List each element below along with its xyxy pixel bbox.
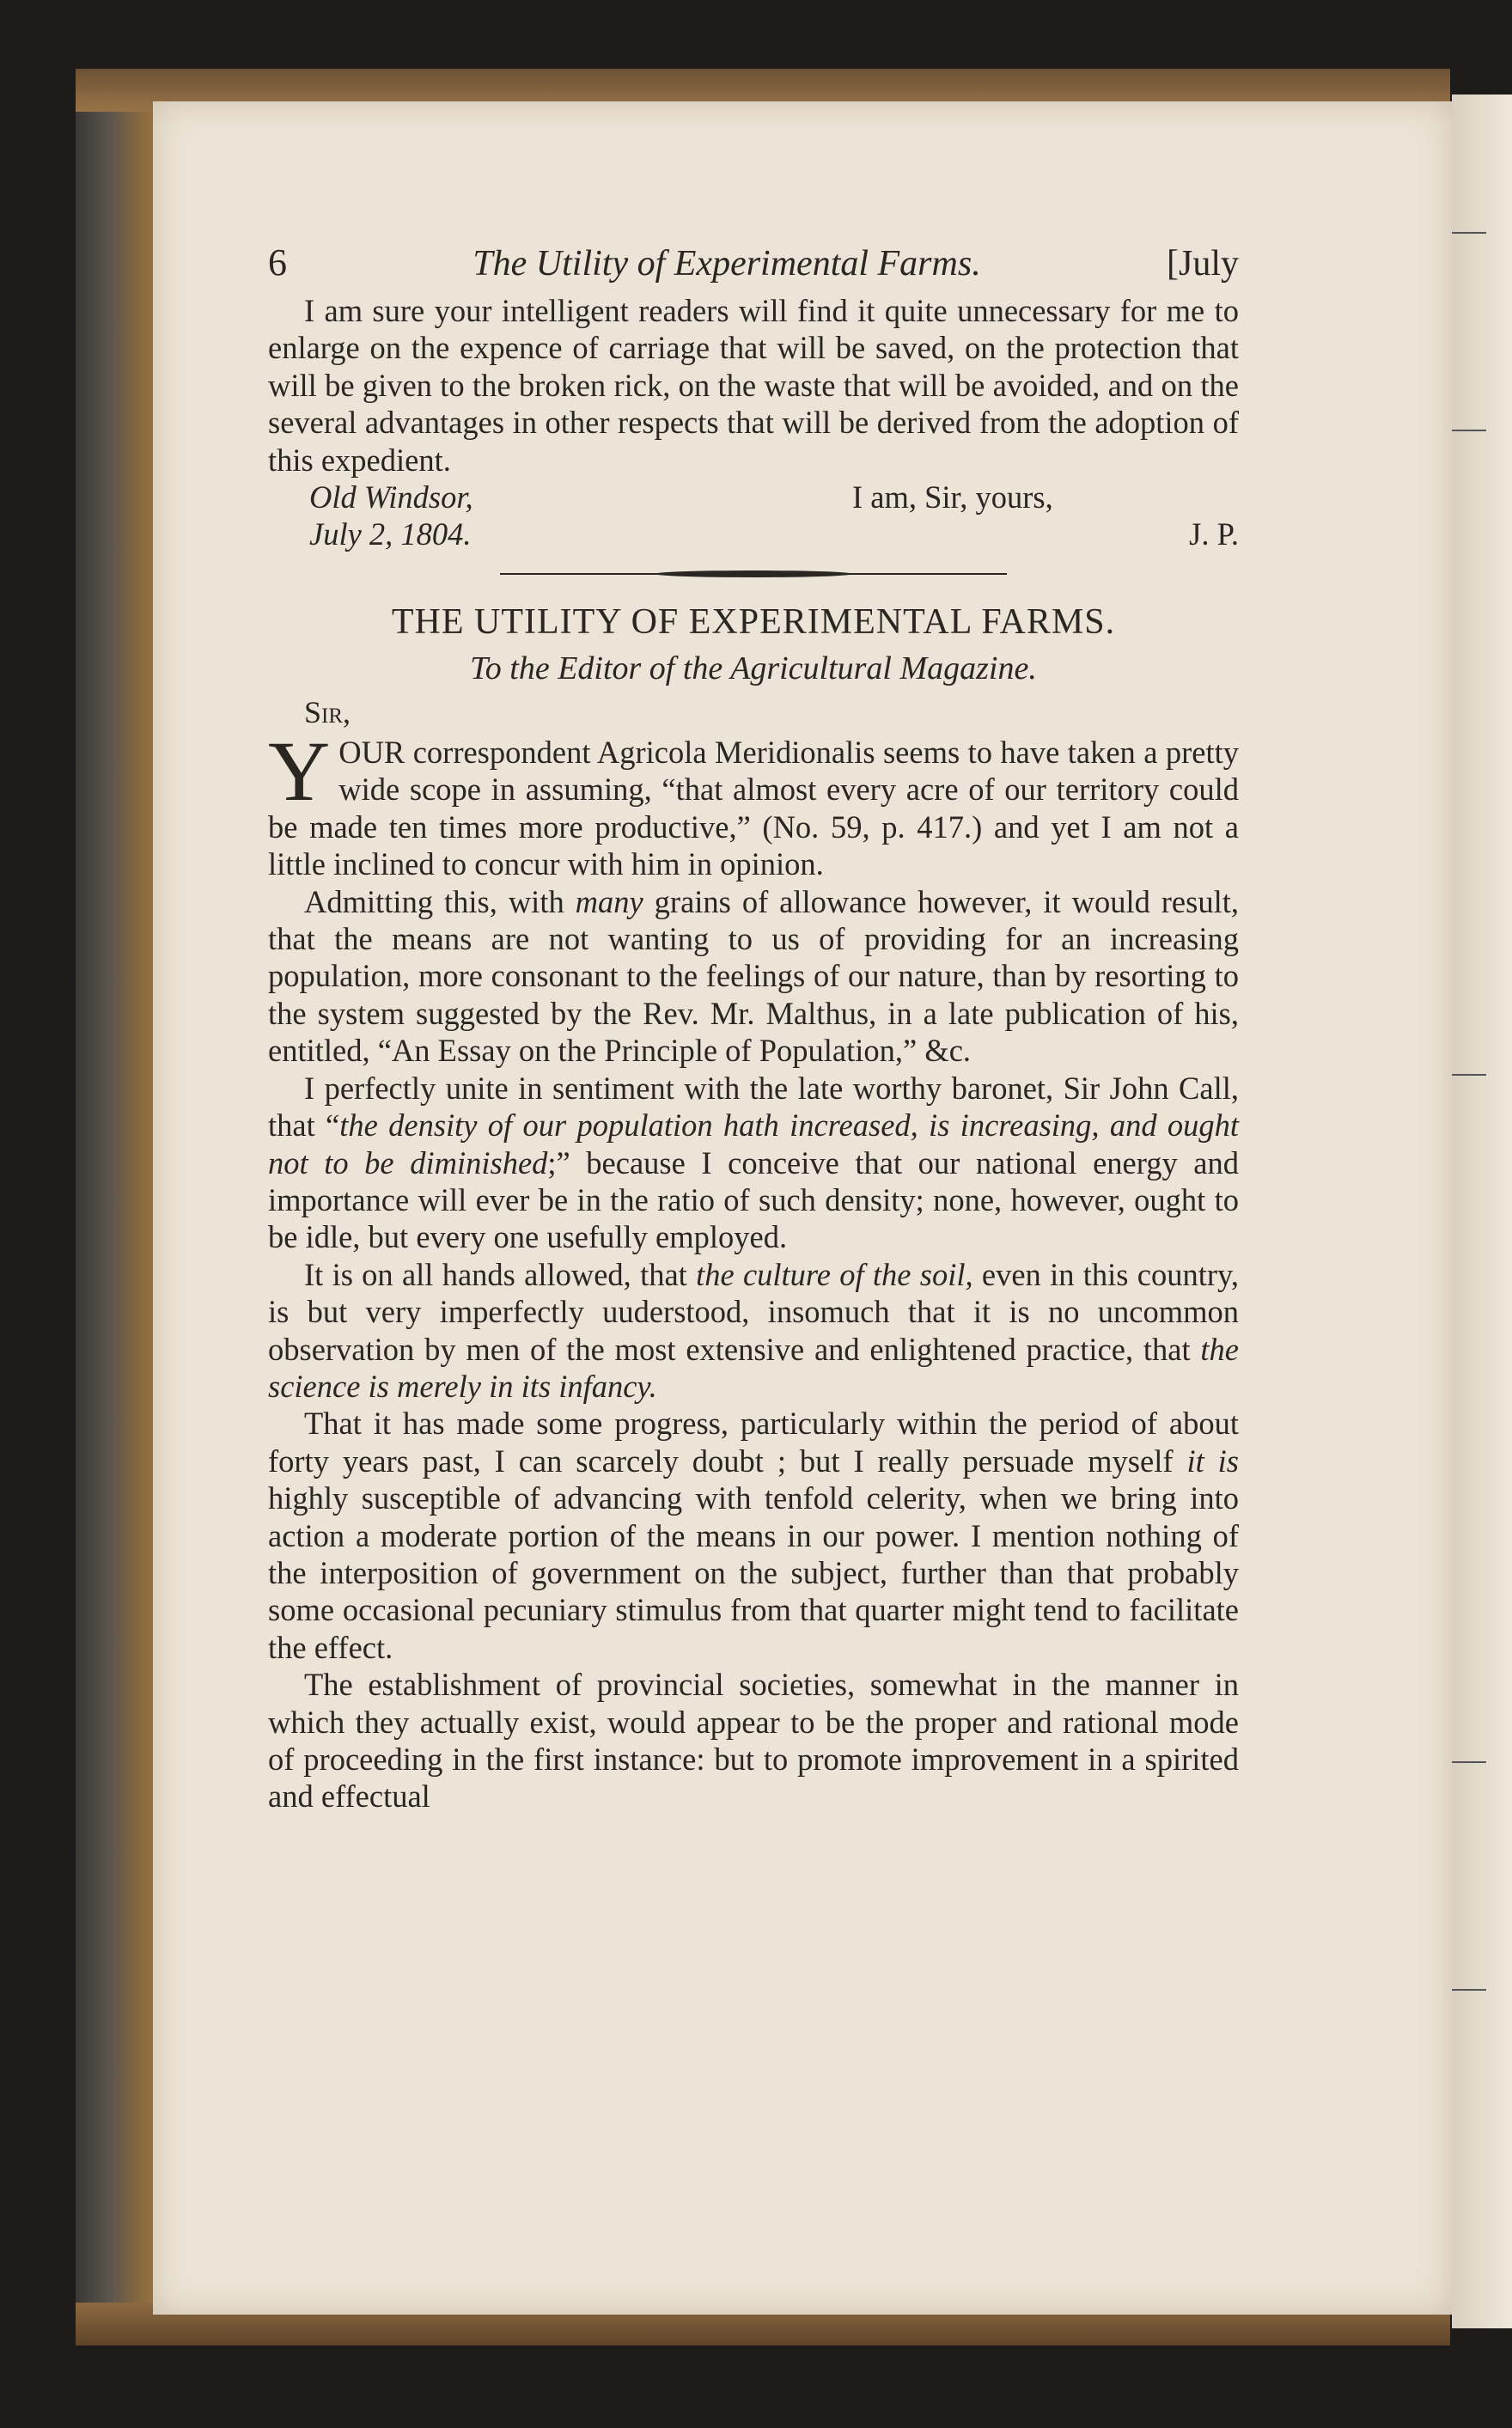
running-header bbox=[268, 241, 1239, 292]
running-month: [July bbox=[1167, 244, 1239, 284]
paragraph-6: The establishment of provincial societies, somewhat in the manner in which they actually exist, would appear to be the proper and rational mode of proceeding in the first instance: but to promote improvement in a spirited and effectual bbox=[268, 1667, 1239, 1815]
emphasis-run: many bbox=[575, 883, 643, 919]
text-run: highly susceptible of advancing with tenfold celerity, when we bring into action a moderate portion of the means in our power. I mention nothing of the interposition of government on the subject, further than that probably some occasional pecuniary stimulus from that quarter might tend to facilitate the effect. bbox=[268, 1480, 1239, 1665]
signature-block bbox=[268, 479, 1239, 553]
emphasis-run: it is bbox=[1186, 1443, 1239, 1479]
text-run: It is on all hands allowed, that bbox=[304, 1256, 697, 1292]
text-run: I perfectly unite in sentiment with the late worthy baronet, Sir John Call, that “ bbox=[268, 1070, 1239, 1144]
paragraph-5 bbox=[268, 1405, 1239, 1666]
text-run: ;” because I conceive that our national energy and importance will ever be in the ratio of such density; none, however, ought to be idle, but every one usefully employed. bbox=[268, 1144, 1239, 1255]
text-run: even in this country, is but very imperfectly uuderstood, insomuch that it is no uncommon observation by men of the most extensive and enlightened practice, that bbox=[268, 1256, 1240, 1367]
text-run: grains of allowance however, it would result, that the means are not wanting to us of providing for an increasing population, more consonant to the feelings of our nature, than by resorting to the system suggested by the Rev. Mr. Malthus, in a late publication of his, entitled, “An Essay on the Principle of Population,” &c. bbox=[268, 883, 1239, 1069]
signature-initials: J. P. bbox=[1189, 516, 1239, 552]
signature-date: July 2, 1804. bbox=[309, 516, 472, 552]
page-number: 6 bbox=[268, 241, 287, 284]
page-content bbox=[268, 241, 1239, 1815]
emphasis-run: the science is merely in its infancy. bbox=[268, 1331, 1239, 1404]
salutation: Sir, bbox=[304, 695, 351, 730]
article-subtitle: To the Editor of the Agricultural Magazine. bbox=[470, 650, 1037, 687]
text-run: Admitting this, with bbox=[304, 883, 576, 919]
paragraph-1 bbox=[268, 723, 1239, 883]
paragraph-4 bbox=[268, 1256, 1239, 1406]
signature-closing: I am, Sir, yours, bbox=[852, 479, 1053, 515]
paragraph-1-text: OUR correspondent Agricola Meridionalis seems to have taken a pretty wide scope in assuming, “that almost every acre of our territory could be made ten times more productive,” (No. 59, p. 417.) and yet I am not a little inclined to concur with him in opinion. bbox=[268, 735, 1239, 882]
running-title: The Utility of Experimental Farms. bbox=[472, 244, 981, 284]
paragraph-2 bbox=[268, 883, 1239, 1070]
article-title: THE UTILITY OF EXPERIMENTAL FARMS. bbox=[391, 602, 1116, 643]
emphasis-run: the density of our population hath increased, is increasing, and ought not to be diminished bbox=[268, 1107, 1240, 1180]
signature-place: Old Windsor, bbox=[309, 479, 473, 515]
paragraph-3 bbox=[268, 1070, 1239, 1256]
text-run: That it has made some progress, particularly within the period of about forty years past, I can scarcely doubt ; but I really persuade myself bbox=[268, 1406, 1239, 1479]
emphasis-run: the culture of the soil, bbox=[696, 1256, 973, 1292]
next-page-edge bbox=[1452, 95, 1512, 2328]
drop-cap: Y bbox=[268, 723, 331, 820]
section-divider bbox=[500, 570, 1007, 577]
letter-closing-paragraph: I am sure your intelligent readers will find it quite unnecessary for me to enlarge on the expence of carriage that will be saved, on the protection that will be given to the broken rick, on the waste that will be avoided, and on the several advantages in other respects that will be derived from the adoption of this expedient. bbox=[268, 293, 1239, 478]
